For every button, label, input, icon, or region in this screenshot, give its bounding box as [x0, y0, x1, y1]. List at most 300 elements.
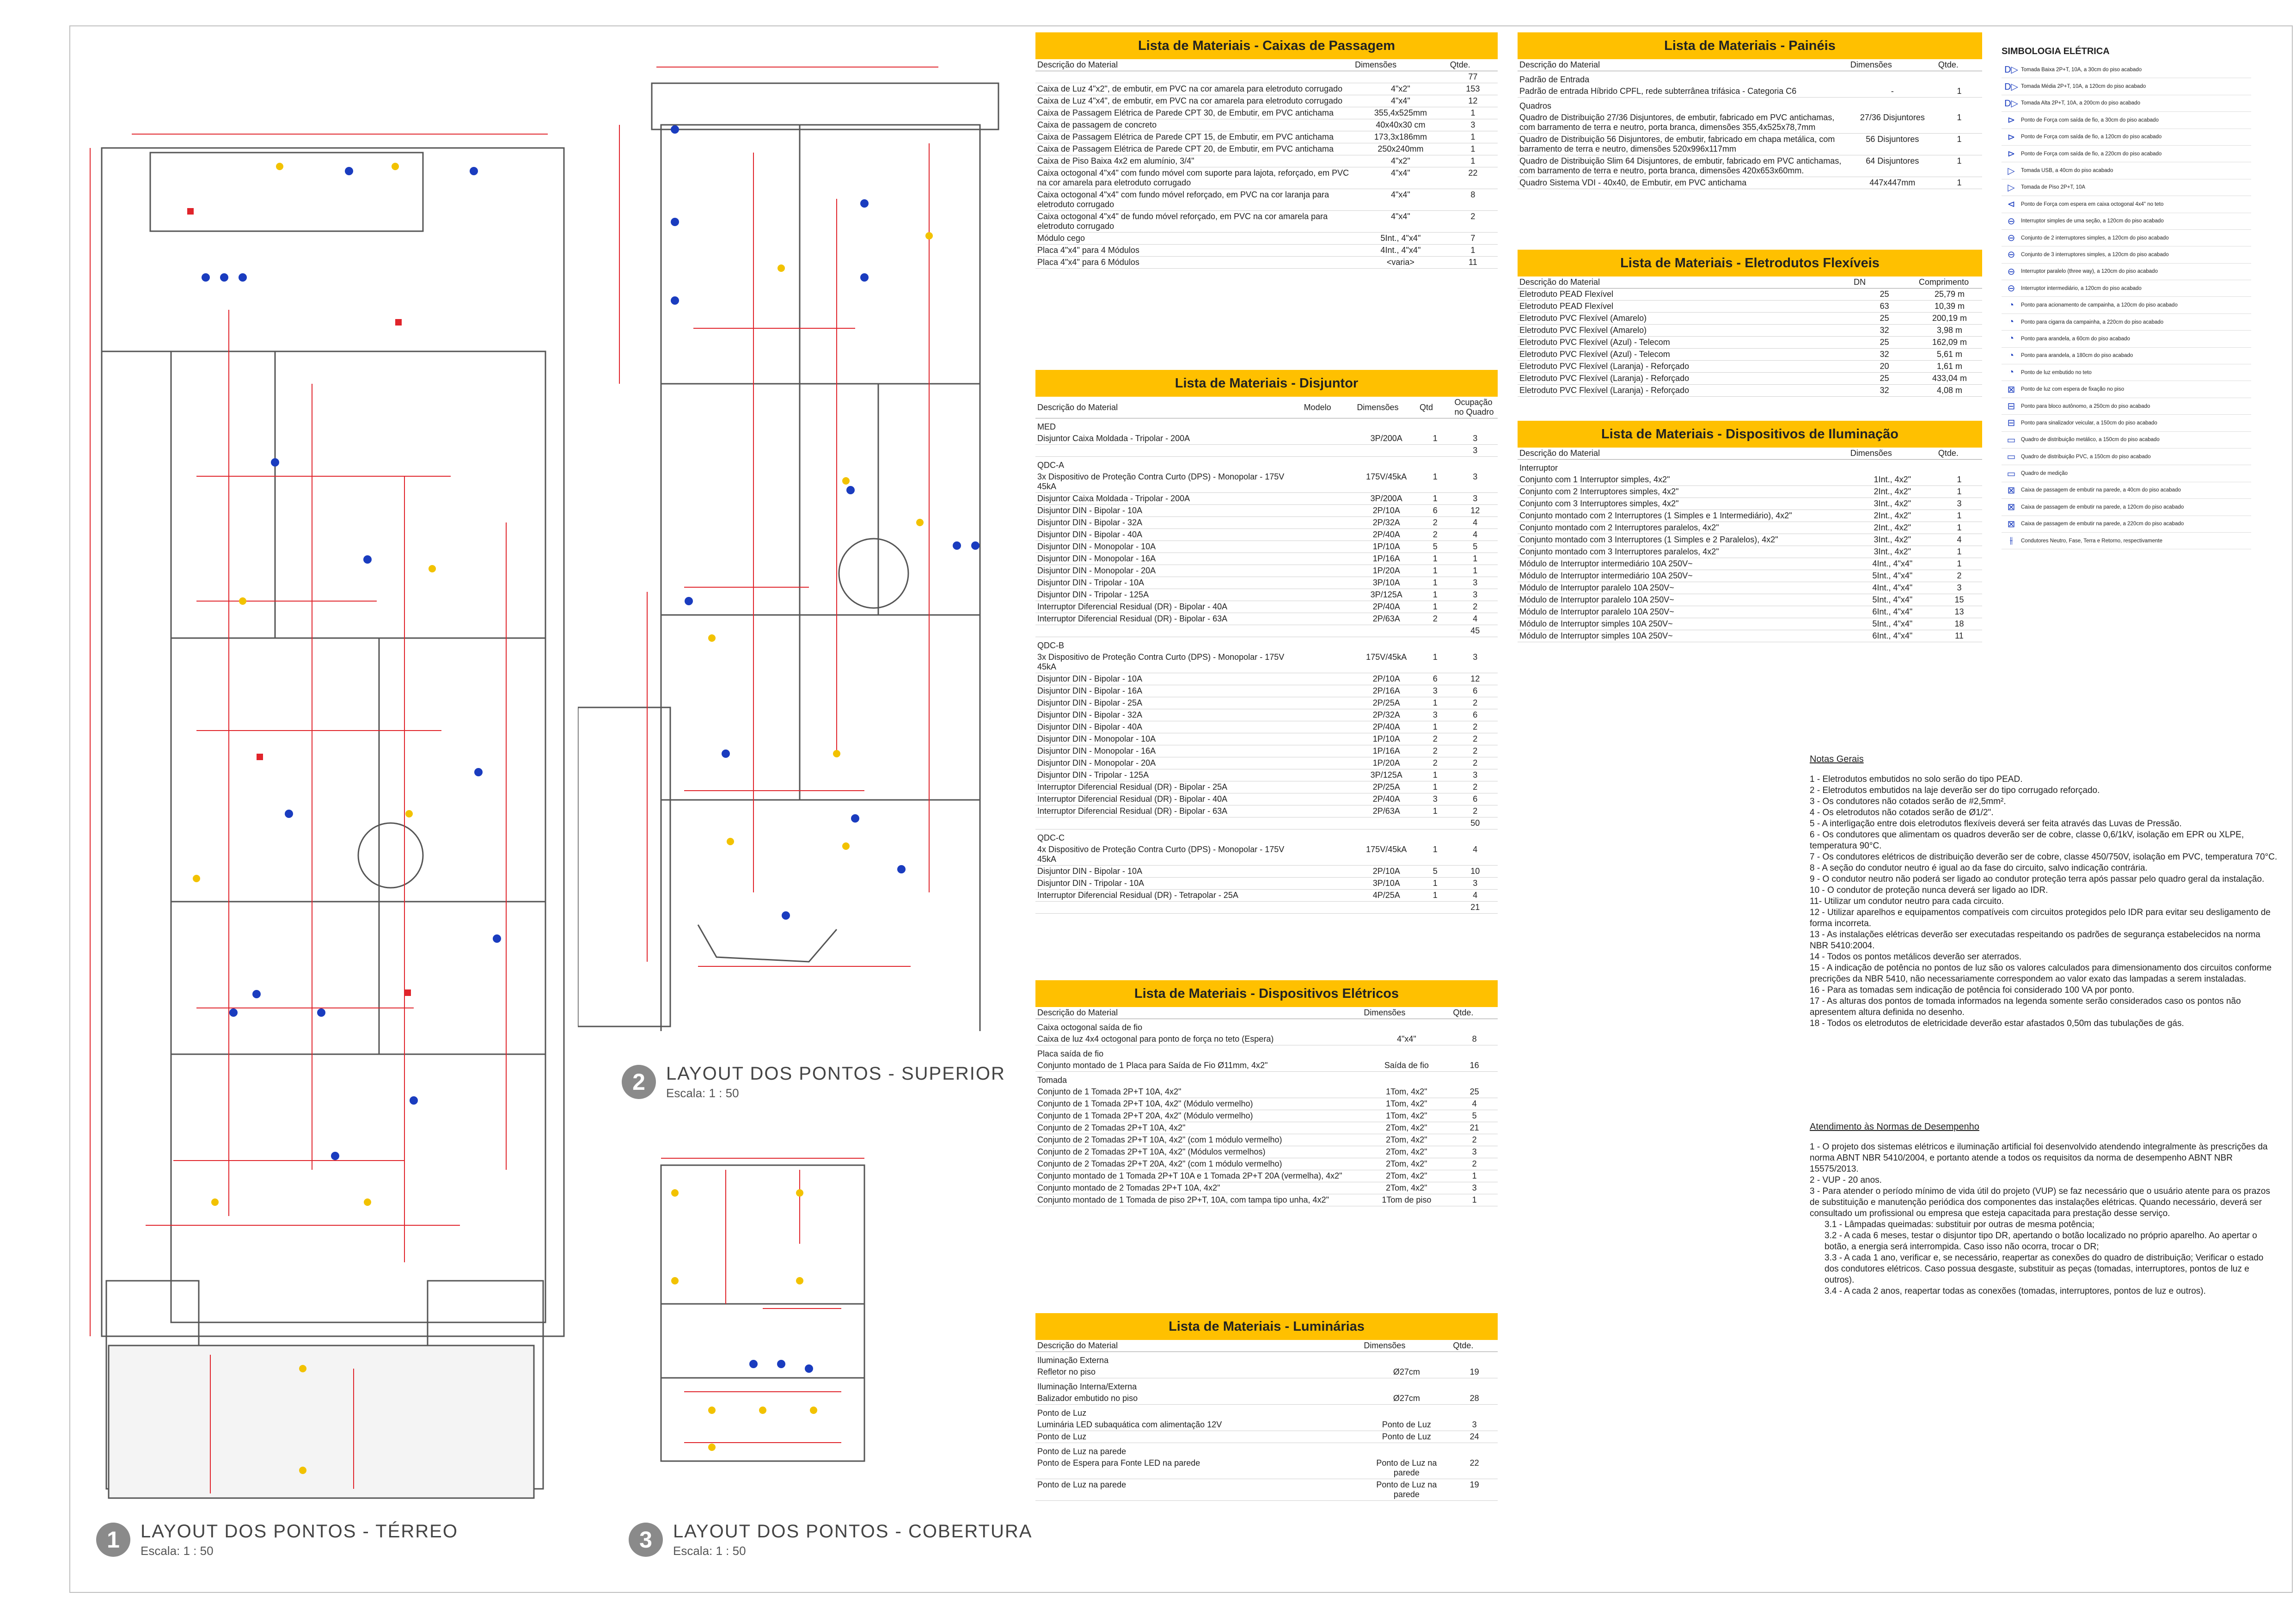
table-cell: 4"x2" — [1353, 83, 1448, 95]
table-cell: 3 — [1418, 709, 1452, 721]
table-body — [1035, 1007, 1498, 1206]
table-cell: Caixa octogonal 4"x4" de fundo móvel reforçado, em PVC na cor amarela para eletroduto corrugado — [1035, 211, 1353, 233]
table-cell — [1302, 505, 1355, 517]
table-cell: Disjuntor DIN - Bipolar - 25A — [1035, 697, 1302, 709]
table-cell: 2 — [1452, 721, 1498, 733]
table-cell: 2Tom, 4x2" — [1362, 1134, 1451, 1146]
table-cell: Eletroduto PVC Flexível (Azul) - Telecom — [1518, 337, 1852, 349]
table-cell: 10,39 m — [1917, 301, 1982, 313]
table-cell: 2P/25A — [1355, 781, 1418, 793]
table-cell: 173,3x186mm — [1353, 131, 1448, 143]
note-item: 17 - As alturas dos pontos de tomada informados na legenda somente serão considerados caso os pontos não apresentem altura definida no desenho. — [1810, 996, 2241, 1017]
table-cell: 153 — [1448, 83, 1498, 95]
table-row — [1518, 522, 1982, 534]
table-cell: 1 — [1936, 86, 1982, 98]
table-cell: 2 — [1418, 745, 1452, 757]
table-row — [1035, 1134, 1498, 1146]
table-row — [1518, 510, 1982, 522]
table-cell: Caixa de Luz 4"x4", de embutir, em PVC na cor amarela para eletroduto corrugado — [1035, 95, 1353, 107]
table-row — [1035, 233, 1498, 245]
note-item: 1 - Eletrodutos embutidos no solo serão do tipo PEAD. — [1810, 774, 2023, 784]
table-cell: 2 — [1451, 1158, 1498, 1170]
table-header-row — [1035, 1340, 1498, 1352]
table-row — [1518, 570, 1982, 582]
table-cell: 1 — [1418, 769, 1452, 781]
table-cell: 1 — [1936, 486, 1982, 498]
table-cell: Conjunto montado com 2 Interruptores (1 Simples e 1 Intermediário), 4x2" — [1518, 510, 1849, 522]
table-cell: 1P/20A — [1355, 757, 1418, 769]
table-cell: Conjunto montado com 2 Interruptores paralelos, 4x2" — [1518, 522, 1849, 534]
table-row — [1035, 1457, 1498, 1479]
table-cell — [1302, 866, 1355, 878]
table-cell: 2P/40A — [1355, 601, 1418, 613]
table-cell: 3x Dispositivo de Proteção Contra Curto (DPS) - Monopolar - 175V 45kA — [1035, 471, 1302, 493]
table-cell — [1302, 902, 1355, 914]
legend-item — [2002, 381, 2251, 398]
note-item: 18 - Todos os eletrodutos de eletricidade deverão estar afastados 0,50m das tubulações de gás. — [1810, 1019, 2184, 1028]
table-group-row — [1035, 457, 1498, 472]
table-cell: Conjunto montado com 3 Interruptores paralelos, 4x2" — [1518, 546, 1849, 558]
table-row — [1518, 385, 1982, 397]
table-cell: 1 — [1452, 565, 1498, 577]
floor-light-icon: ◔ — [2008, 367, 2014, 378]
table-cell: 2 — [1418, 517, 1452, 529]
table-row — [1518, 289, 1982, 301]
table-cell — [1418, 445, 1452, 457]
plan-title: LAYOUT DOS PONTOS - SUPERIOR — [666, 1063, 1005, 1084]
table-cell: 2P/40A — [1355, 529, 1418, 541]
plan-terreo — [81, 60, 585, 1507]
table-cell: Conjunto montado com 3 Interruptores (1 Simples e 2 Paralelos), 4x2" — [1518, 534, 1849, 546]
signal-icon: ⊟ — [2007, 418, 2015, 429]
table-cell: 1 — [1418, 433, 1452, 445]
plan-number: 2 — [622, 1065, 656, 1099]
table-cell: Caixa octogonal 4"x4" com fundo móvel com suporte para lajota, reforçado, em PVC na cor amarela para eletroduto corrugado — [1035, 167, 1353, 189]
table-cell: 3 — [1452, 445, 1498, 457]
table-cell: 3 — [1418, 685, 1452, 697]
table-cell: 1 — [1418, 493, 1452, 505]
table-cell: 3 — [1448, 119, 1498, 131]
table-cell — [1355, 625, 1418, 637]
table-cell: 3P/10A — [1355, 878, 1418, 890]
legend-simbologia — [2002, 46, 2251, 549]
table-cell: 1 — [1448, 143, 1498, 155]
table-cell — [1302, 757, 1355, 769]
symbols — [749, 1360, 813, 1373]
table-cell: 32 — [1852, 385, 1917, 397]
table-cell: 3 — [1452, 651, 1498, 673]
table-cell: Eletroduto PVC Flexível (Laranja) - Reforçado — [1518, 361, 1852, 373]
table-cell: 1 — [1418, 721, 1452, 733]
group-label: Padrão de Entrada — [1519, 75, 1590, 84]
usb-outlet-icon: ▷ — [2008, 166, 2015, 176]
plan-number: 3 — [629, 1523, 663, 1557]
table-cell: 4P/25A — [1355, 890, 1418, 902]
note-item: 3.4 - A cada 2 anos, reapertar todas as conexões (tomadas, interruptores, pontos de luz e outros). — [1825, 1286, 2206, 1296]
table-row — [1035, 505, 1498, 517]
table-row — [1035, 844, 1498, 866]
table-row — [1035, 1366, 1498, 1378]
table-cell: 4"x4" — [1353, 95, 1448, 107]
table-cell: 63 — [1852, 301, 1917, 313]
table-cell: 1Tom de piso — [1362, 1194, 1451, 1206]
note-item: 3 - Para atender o período mínimo de vida útil do projeto (VUP) se faz necessário que o usuário atente para os prazos de substituição e manutenção periódica dos componentes das instalações elétricas. Quando necessário, deverá ser consultado um profissional ou empresa que esteja capacitada para prestação desse serviço. — [1810, 1186, 2270, 1218]
table-cell: 1Tom, 4x2" — [1362, 1098, 1451, 1110]
table-cell: 4 — [1452, 890, 1498, 902]
light-points — [708, 232, 933, 850]
table-cell: 25 — [1852, 313, 1917, 325]
meter-icon: ▭ — [2007, 468, 2016, 479]
notes-title: Atendimento às Normas de Desempenho — [1810, 1122, 1979, 1132]
table-paineis — [1518, 32, 1982, 189]
table-row — [1035, 817, 1498, 829]
column-header: Dimensões — [1849, 448, 1936, 460]
table-cell: - — [1849, 86, 1936, 98]
table-cell — [1302, 445, 1355, 457]
table-cell — [1355, 902, 1418, 914]
floor-outlet-icon: ▷ — [2008, 182, 2015, 193]
table-cell: 433,04 m — [1917, 373, 1982, 385]
table-cell: 4 — [1936, 534, 1982, 546]
table-cell: 3 — [1418, 793, 1452, 805]
table-cell: 2Tom, 4x2" — [1362, 1158, 1451, 1170]
table-cell: 1P/10A — [1355, 733, 1418, 745]
table-cell: 3x Dispositivo de Proteção Contra Curto (DPS) - Monopolar - 175V 45kA — [1035, 651, 1302, 673]
table-header-row — [1035, 397, 1498, 418]
table-cell: Ponto de Espera para Fonte LED na parede — [1035, 1457, 1362, 1479]
table-cell: 5 — [1452, 541, 1498, 553]
table-cell: 24 — [1451, 1431, 1498, 1443]
table-cell: 7 — [1448, 233, 1498, 245]
table-cell: 2Int., 4x2" — [1849, 486, 1936, 498]
table-cell: 2P/63A — [1355, 805, 1418, 817]
table-row — [1035, 107, 1498, 119]
group-label: Tomada — [1037, 1075, 1067, 1085]
column-header: Qtde. — [1451, 1007, 1498, 1019]
table-cell: 4x Dispositivo de Proteção Contra Curto (DPS) - Monopolar - 175V 45kA — [1035, 844, 1302, 866]
table-cell: 3Int., 4x2" — [1849, 498, 1936, 510]
table-group-row — [1035, 1019, 1498, 1034]
group-label: Iluminação Interna/Externa — [1037, 1382, 1137, 1391]
column-header: Descrição do Material — [1518, 276, 1852, 289]
table-cell: Quadro de Distribuição Slim 64 Disjuntores, de embutir, fabricado em PVC antichamas, com barramento de terra e neutro, porta branca, dimensões 420x653x60mm. — [1518, 155, 1849, 177]
table-cell: 21 — [1451, 1122, 1498, 1134]
table-body — [1035, 59, 1498, 269]
table-row — [1518, 86, 1982, 98]
legend-item — [2002, 213, 2251, 230]
legend-item-label: Ponto de Força com saída de fio, a 30cm do piso acabado — [2021, 117, 2159, 123]
table-cell: 2 — [1452, 697, 1498, 709]
table-row — [1518, 313, 1982, 325]
table-title: Lista de Materiais - Dispositivos Elétricos — [1035, 980, 1498, 1007]
table-cell: 1 — [1418, 878, 1452, 890]
table-cell: 8 — [1451, 1033, 1498, 1045]
table-title: Lista de Materiais - Caixas de Passagem — [1035, 32, 1498, 59]
table-cell — [1035, 71, 1353, 83]
table-row — [1035, 805, 1498, 817]
legend-item — [2002, 465, 2251, 482]
table-cell: Interruptor Diferencial Residual (DR) - Bipolar - 25A — [1035, 781, 1302, 793]
table-cell — [1302, 805, 1355, 817]
table-cell: 16 — [1451, 1060, 1498, 1072]
table-cell: Conjunto de 2 Tomadas 2P+T 10A, 4x2" — [1035, 1122, 1362, 1134]
table-row — [1035, 625, 1498, 637]
table-cell: 1 — [1452, 553, 1498, 565]
light-points — [671, 1189, 817, 1451]
table-cell: 1 — [1448, 107, 1498, 119]
table-row — [1035, 589, 1498, 601]
legend-item-label: Conjunto de 3 interruptores simples, a 120cm do piso acabado — [2021, 252, 2169, 258]
table-cell: 3Int., 4x2" — [1849, 546, 1936, 558]
table-cell: Conjunto montado de 1 Tomada de piso 2P+T, 10A, com tampa tipo unha, 4x2" — [1035, 1194, 1362, 1206]
legend-item — [2002, 432, 2251, 449]
plan-superior — [578, 60, 1017, 1031]
table-cell: Eletroduto PVC Flexível (Azul) - Telecom — [1518, 349, 1852, 361]
table-row — [1518, 301, 1982, 313]
table-cell: Disjuntor DIN - Bipolar - 32A — [1035, 517, 1302, 529]
table-cell: Conjunto de 1 Tomada 2P+T 20A, 4x2" (Módulo vermelho) — [1035, 1110, 1362, 1122]
table-cell — [1302, 529, 1355, 541]
group-label: QDC-A — [1037, 461, 1064, 470]
table-cell — [1302, 709, 1355, 721]
column-header: Dimensões — [1849, 59, 1936, 71]
table-cell: Conjunto montado de 1 Placa para Saída de Fio Ø11mm, 4x2" — [1035, 1060, 1362, 1072]
table-cell: 4Int., 4"x4" — [1849, 558, 1936, 570]
table-cell: 11 — [1448, 257, 1498, 269]
table-cell: 2 — [1452, 745, 1498, 757]
plan-label-terreo — [96, 1521, 458, 1558]
table-cell — [1302, 745, 1355, 757]
table-cell: 3P/200A — [1355, 433, 1418, 445]
legend-item — [2002, 112, 2251, 129]
legend-item — [2002, 196, 2251, 213]
table-row — [1035, 733, 1498, 745]
legend-item — [2002, 415, 2251, 431]
note-item: 8 - A seção do condutor neutro é igual ao da fase do circuito, salvo indicação contrária. — [1810, 863, 2148, 873]
group-label: Ponto de Luz — [1037, 1408, 1087, 1418]
table-title: Lista de Materiais - Disjuntor — [1035, 370, 1498, 397]
legend-item-label: Quadro de distribuição metálico, a 150cm do piso acabado — [2021, 437, 2160, 443]
table-cell: 2P/10A — [1355, 673, 1418, 685]
legend-item — [2002, 61, 2251, 78]
table-cell — [1302, 721, 1355, 733]
table-cell: Disjuntor DIN - Bipolar - 40A — [1035, 529, 1302, 541]
table-row — [1035, 1086, 1498, 1098]
plan-title: LAYOUT DOS PONTOS - COBERTURA — [673, 1521, 1033, 1542]
table-cell: 1Tom, 4x2" — [1362, 1086, 1451, 1098]
plan-cobertura — [647, 1151, 888, 1475]
table-group-row — [1035, 1378, 1498, 1393]
table-cell: 2Tom, 4x2" — [1362, 1122, 1451, 1134]
table-row — [1035, 1431, 1498, 1443]
table-cell: Disjuntor DIN - Bipolar - 10A — [1035, 866, 1302, 878]
table-row — [1035, 1194, 1498, 1206]
table-cell: 5Int., 4"x4" — [1849, 570, 1936, 582]
table-row — [1035, 1158, 1498, 1170]
table-cell — [1302, 601, 1355, 613]
table-row — [1518, 534, 1982, 546]
legend-item — [2002, 179, 2251, 196]
table-cell: 12 — [1448, 95, 1498, 107]
ceiling-box-icon: ⊲ — [2007, 199, 2015, 210]
table-cell — [1302, 493, 1355, 505]
junction-icon: ⊠ — [2007, 519, 2015, 529]
table-cell: 3P/200A — [1355, 493, 1418, 505]
table-cell: Disjuntor DIN - Bipolar - 40A — [1035, 721, 1302, 733]
table-cell: 1 — [1418, 565, 1452, 577]
table-disjuntor — [1035, 370, 1498, 914]
table-cell: 5Int., 4"x4" — [1849, 618, 1936, 630]
note-item: 4 - Os eletrodutos não cotados serão de Ø1/2". — [1810, 808, 1994, 817]
table-cell — [1355, 445, 1418, 457]
table-cell — [1418, 902, 1452, 914]
junction-icon: ⊠ — [2007, 485, 2015, 496]
column-header: Qtde. — [1936, 59, 1982, 71]
legend-item-label: Caixa de passagem de embutir na parede, a 220cm do piso acabado — [2021, 521, 2184, 527]
table-cell: Módulo de Interruptor paralelo 10A 250V~ — [1518, 606, 1849, 618]
table-cell: 6 — [1452, 709, 1498, 721]
column-header: Descrição do Material — [1035, 1007, 1362, 1019]
table-cell: Quadro Sistema VDI - 40x40, de Embutir, em PVC antichama — [1518, 177, 1849, 189]
table-cell: Ponto de Luz — [1362, 1431, 1451, 1443]
table-cell: 6 — [1418, 673, 1452, 685]
legend-item-label: Ponto de luz embutido no teto — [2021, 369, 2092, 375]
table-cell: 1Tom, 4x2" — [1362, 1110, 1451, 1122]
table-cell: 2P/32A — [1355, 517, 1418, 529]
table-body — [1035, 397, 1498, 914]
table-cell: 20 — [1852, 361, 1917, 373]
column-header: Descrição do Material — [1035, 397, 1302, 418]
table-cell: 5 — [1451, 1110, 1498, 1122]
column-header: Descrição do Material — [1035, 1340, 1362, 1352]
table-header-row — [1035, 59, 1498, 71]
table-cell: Disjuntor DIN - Tripolar - 10A — [1035, 878, 1302, 890]
table-cell: 40x40x30 cm — [1353, 119, 1448, 131]
table-row — [1035, 1110, 1498, 1122]
table-cell: 2Tom, 4x2" — [1362, 1170, 1451, 1182]
table-cell: 18 — [1936, 618, 1982, 630]
notes-gerais — [1810, 754, 2279, 1029]
table-group-row — [1035, 1072, 1498, 1087]
table-row — [1518, 155, 1982, 177]
table-cell — [1302, 625, 1355, 637]
table-cell: Eletroduto PVC Flexível (Amarelo) — [1518, 325, 1852, 337]
table-row — [1035, 143, 1498, 155]
table-cell: 4Int., 4"x4" — [1353, 245, 1448, 257]
legend-item — [2002, 230, 2251, 246]
group-label: QDC-C — [1037, 833, 1065, 842]
table-cell — [1035, 902, 1302, 914]
table-cell: 175V/45kA — [1355, 471, 1418, 493]
table-row — [1518, 177, 1982, 189]
table-row — [1035, 257, 1498, 269]
table-cell: 4 — [1452, 613, 1498, 625]
table-row — [1035, 131, 1498, 143]
table-cell: 1P/20A — [1355, 565, 1418, 577]
table-group-row — [1035, 1405, 1498, 1419]
panel-icon: ▭ — [2007, 435, 2016, 445]
table-cell: 6Int., 4"x4" — [1849, 606, 1936, 618]
table-cell: 447x447mm — [1849, 177, 1936, 189]
table-cell: Ponto de Luz — [1362, 1419, 1451, 1431]
table-row — [1035, 517, 1498, 529]
table-cell: 45 — [1452, 625, 1498, 637]
table-row — [1518, 582, 1982, 594]
table-cell: 4 — [1452, 844, 1498, 866]
table-cell: 1 — [1451, 1194, 1498, 1206]
table-cell: Disjuntor DIN - Monopolar - 16A — [1035, 553, 1302, 565]
table-cell: Interruptor Diferencial Residual (DR) - Bipolar - 63A — [1035, 613, 1302, 625]
table-cell: Placa 4"x4" para 4 Módulos — [1035, 245, 1353, 257]
table-cell: Disjuntor DIN - Bipolar - 16A — [1035, 685, 1302, 697]
table-cell: 5Int., 4"x4" — [1353, 233, 1448, 245]
column-header: Qtde. — [1451, 1340, 1498, 1352]
table-cell: Eletroduto PEAD Flexível — [1518, 301, 1852, 313]
table-cell: 2P/40A — [1355, 793, 1418, 805]
table-cell: 6 — [1452, 685, 1498, 697]
table-cell — [1302, 685, 1355, 697]
table-cell: 25 — [1852, 337, 1917, 349]
group-label: Quadros — [1519, 101, 1552, 111]
table-cell: 5 — [1418, 866, 1452, 878]
table-cell: 1 — [1448, 131, 1498, 143]
table-cell: Interruptor Diferencial Residual (DR) - Bipolar - 63A — [1035, 805, 1302, 817]
column-header: Modelo — [1302, 397, 1355, 418]
table-row — [1035, 1098, 1498, 1110]
table-cell: 3 — [1452, 493, 1498, 505]
legend-item — [2002, 449, 2251, 465]
table-row — [1035, 866, 1498, 878]
table-cell: Módulo cego — [1035, 233, 1353, 245]
table-row — [1035, 601, 1498, 613]
table-cell: Refletor no piso — [1035, 1366, 1362, 1378]
table-cell: 4"x4" — [1353, 211, 1448, 233]
table-cell: Saída de fio — [1362, 1060, 1451, 1072]
column-header: Qtde. — [1448, 59, 1498, 71]
notes-title: Notas Gerais — [1810, 754, 1864, 764]
table-cell — [1302, 878, 1355, 890]
note-item: 11- Utilizar um condutor neutro para cada circuito. — [1810, 897, 2004, 906]
table-luminarias — [1035, 1313, 1498, 1501]
legend-item — [2002, 364, 2251, 381]
table-cell: Interruptor Diferencial Residual (DR) - Bipolar - 40A — [1035, 601, 1302, 613]
table-row — [1035, 673, 1498, 685]
table-cell: 1 — [1418, 805, 1452, 817]
legend-item — [2002, 482, 2251, 499]
table-cell: 1 — [1418, 844, 1452, 866]
table-cell: 2 — [1452, 601, 1498, 613]
table-cell — [1302, 793, 1355, 805]
table-cell: Disjuntor DIN - Monopolar - 20A — [1035, 565, 1302, 577]
table-row — [1518, 606, 1982, 618]
legend-item-label: Ponto de Força com espera em caixa octogonal 4x4" no teto — [2021, 201, 2164, 207]
table-cell: Caixa de luz 4x4 octogonal para ponto de força no teto (Espera) — [1035, 1033, 1362, 1045]
table-cell: 32 — [1852, 349, 1917, 361]
legend-item-label: Interruptor intermediário, a 120cm do piso acabado — [2021, 285, 2142, 291]
table-title: Lista de Materiais - Luminárias — [1035, 1313, 1498, 1340]
table-cell: 21 — [1452, 902, 1498, 914]
switch-icon: ⊖ — [2007, 266, 2015, 277]
table-row — [1518, 618, 1982, 630]
plan-label-superior — [622, 1063, 1005, 1100]
table-eletrodutos — [1518, 250, 1982, 397]
note-item: 13 - As instalações elétricas deverão ser executadas respeitando os padrões de segurança estabelecidos na norma NBR 5410:2004. — [1810, 930, 2260, 951]
table-group-row — [1518, 98, 1982, 112]
table-group-row — [1035, 418, 1498, 433]
table-cell: Disjuntor DIN - Monopolar - 10A — [1035, 733, 1302, 745]
table-cell: Conjunto de 1 Tomada 2P+T 10A, 4x2" — [1035, 1086, 1362, 1098]
table-cell — [1355, 817, 1418, 829]
